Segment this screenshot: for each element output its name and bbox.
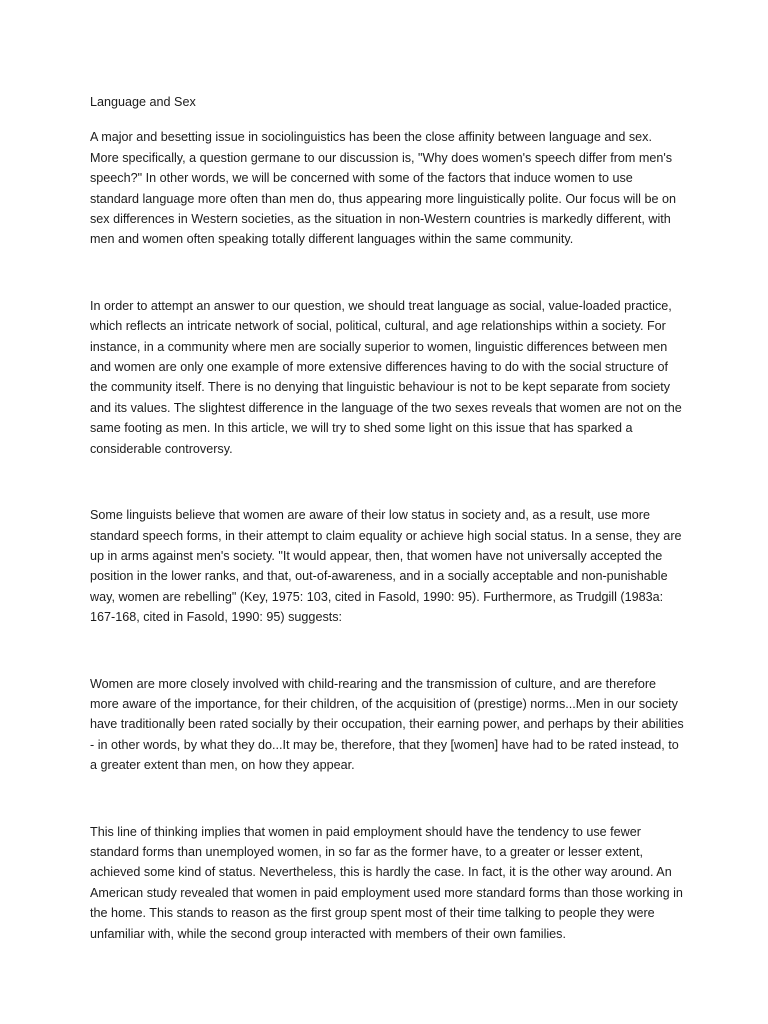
document-page	[90, 92, 684, 944]
paragraph-3: Some linguists believe that women are aware of their low status in society and, as a result, use more standard speech forms, in their attempt to claim equality or achieve high social status. In a sense, they are up in arms against men's society. "It would appear, then, that women have not universally accepted the position in the lower ranks, and that, out-of-awareness, and in a socially acceptable and non-punishable way, women are rebelling" (Key, 1975: 103, cited in Fasold, 1990: 95). Furthermore, as Trudgill (1983a: 167-168, cited in Fasold, 1990: 95) suggests:	[90, 508, 682, 625]
paragraph-1: A major and besetting issue in sociolinguistics has been the close affinity between language and sex. More specifically, a question germane to our discussion is, "Why does women's speech differ from men's speech?" In other words, we will be concerned with some of the factors that induce women to use standard language more often than men do, thus appearing more linguistically polite. Our focus will be on sex differences in Western societies, as the situation in non-Western countries is markedly different, with men and women often speaking totally different languages within the same community.	[90, 130, 676, 247]
document-title: Language and Sex	[90, 95, 196, 109]
paragraph-2: In order to attempt an answer to our question, we should treat language as social, value-loaded practice, which reflects an intricate network of social, political, cultural, and age relationships within a society. For instance, in a community where men are socially superior to women, linguistic differences between men and women are only one example of more extensive differences having to do with the social structure of the community itself. There is no denying that linguistic behaviour is not to be kept separate from society and its values. The slightest difference in the language of the two sexes reveals that women are not on the same footing as men. In this article, we will try to shed some light on this issue that has sparked a considerable controversy.	[90, 298, 682, 456]
paragraph-4: This line of thinking implies that women in paid employment should have the tendency to use fewer standard forms than unemployed women, in so far as the former have, to a greater or lesser extent, achieved some kind of status. Nevertheless, this is hardly the case. In fact, it is the other way around. An American study revealed that women in paid employment used more standard forms than those working in the home. This stands to reason as the first group spent most of their time talking to people they were unfamiliar with, while the second group interacted with members of their own families.	[90, 824, 683, 941]
block-quote: Women are more closely involved with child-rearing and the transmission of culture, and are therefore more aware of the importance, for their children, of the acquisition of (prestige) norms...Men in our society have traditionally been rated socially by their occupation, their earning power, and perhaps by their abilities - in other words, by what they do...It may be, therefore, that they [women] have had to be rated instead, to a greater extent than men, on how they appear.	[90, 676, 684, 773]
